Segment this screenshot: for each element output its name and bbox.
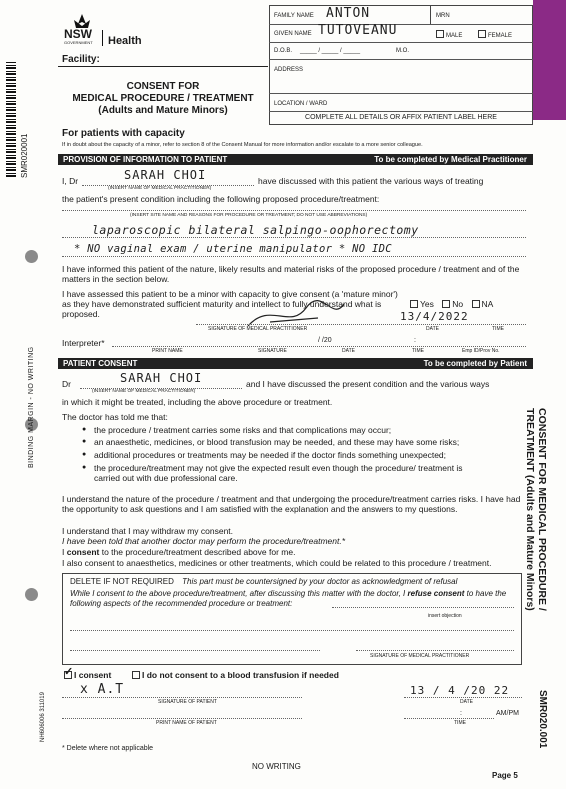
binding-hole-1 (25, 250, 38, 263)
refusal-line-2 (70, 630, 514, 631)
capacity-heading: For patients with capacity (62, 128, 185, 139)
interpreter-time[interactable]: : (414, 337, 416, 344)
patient-ampm: AM/PM (496, 710, 519, 717)
refusal-sig-caption: SIGNATURE OF MEDICAL PRACTITIONER (370, 653, 470, 659)
dob-field[interactable]: _____ / _____ / _____ (300, 48, 361, 54)
right-code: SMR020.001 (537, 690, 548, 749)
location-label: LOCATION / WARD (274, 101, 328, 107)
form-title-line1: CONSENT FOR (126, 81, 200, 92)
refusal-box (62, 573, 522, 665)
org-top: NSW (64, 27, 92, 41)
right-title-line1: CONSENT FOR MEDICAL PROCEDURE / (536, 408, 548, 611)
org-name: Health (108, 35, 142, 47)
barcode-text: SMR020001 (20, 133, 29, 178)
procedure-line-1[interactable]: laparoscopic bilateral salpingo-oophorectomy (92, 223, 419, 237)
i-consent-label: I consent (74, 670, 112, 680)
patient-time-line (404, 718, 494, 719)
accent-strip (533, 0, 566, 120)
female-option[interactable] (476, 30, 512, 39)
patient-print-caption: PRINT NAME OF PATIENT (156, 720, 217, 726)
provision-dr-name[interactable]: SARAH CHOI (124, 168, 207, 182)
female-checkbox[interactable] (478, 30, 486, 38)
patient-consent-bar-title: PATIENT CONSENT (63, 359, 138, 368)
consent-dr-caption: (INSERT NAME OF MEDICAL PRACTITIONER) (92, 389, 196, 394)
risk-list (80, 425, 480, 484)
row-divider-5 (269, 111, 533, 112)
consent-para-i: I (62, 547, 65, 557)
patient-date-caption: DATE (460, 699, 473, 705)
risk-item-3: ● additional procedures or treatments may be needed if the doctor finds something unexpected; (80, 450, 480, 460)
row-divider-2 (269, 42, 533, 43)
another-doctor-para: I have been told that another doctor may perform the procedure/treatment.* (62, 536, 346, 546)
org-divider (102, 30, 103, 46)
provision-bar-title: PROVISION OF INFORMATION TO PATIENT (63, 155, 228, 164)
interpreter-time-caption: TIME (412, 348, 424, 354)
provision-dr-prefix: I, Dr (62, 176, 79, 186)
interpreter-date[interactable]: / /20 (318, 337, 332, 344)
no-blood-option[interactable] (130, 670, 339, 680)
patient-date-value[interactable]: 13 / 4 /20 22 (410, 684, 510, 697)
org-sub: GOVERNMENT (64, 40, 93, 45)
consent-dr-name[interactable]: SARAH CHOI (120, 371, 203, 385)
provision-dr-suffix: have discussed with this patient the various ways of treating (258, 176, 484, 186)
no-blood-checkbox[interactable] (132, 671, 140, 679)
consent-para (62, 547, 295, 557)
binding-margin-label: BINDING MARGIN - NO WRITING (28, 346, 35, 468)
barcode (6, 62, 16, 177)
informed-text: I have informed this patient of the nature, likely results and material risks of the proposed procedure / treatment and of the matters in the section below. (62, 264, 520, 284)
procedure-line-2[interactable]: * NO vaginal exam / uterine manipulator * NO IDC (74, 243, 392, 255)
capacity-note: If in doubt about the capacity of a minor, refer to section 8 of the Consent Manual for more information and/or escalate to a more senior colleague. (62, 142, 423, 148)
site-caption: (INSERT SITE NAME AND REASONS FOR PROCEDURE OR TREATMENT; DO NOT USE ABBREVIATIONS) (130, 213, 368, 218)
given-name-label: GIVEN NAME (274, 31, 312, 37)
no-writing-footer: NO WRITING (252, 762, 301, 771)
patient-print-line[interactable] (62, 718, 302, 719)
tick-icon: ✓ (64, 666, 74, 678)
yes-checkbox[interactable] (410, 300, 418, 308)
understand-para: I understand the nature of the procedure / treatment and that undergoing the procedure/treatment carries risks. I have had the opportunity to ask questions and I am satisfied with the explanation and the answers to my questions. (62, 494, 521, 514)
interpreter-print-caption: PRINT NAME (152, 348, 183, 354)
risk-item-1: ● the procedure / treatment carries some risks and that complications may occur; (80, 425, 480, 435)
withdraw-para: I understand that I may withdraw my consent. (62, 526, 234, 536)
refusal-text-a: While I consent to the above procedure/treatment, after discussing this matter with the doctor, I (70, 589, 406, 598)
practitioner-sig-line (196, 324, 526, 325)
interpreter-line (112, 346, 526, 347)
site-line-1 (62, 210, 526, 211)
delete-note: * Delete where not applicable (62, 745, 154, 752)
family-name-label: FAMILY NAME (274, 13, 314, 19)
na-label: NA (481, 299, 494, 309)
facility-divider (58, 66, 268, 67)
refusal-line-3 (70, 650, 320, 651)
na-checkbox[interactable] (472, 300, 480, 308)
patient-date-line (404, 697, 522, 698)
practitioner-sig-caption: SIGNATURE OF MEDICAL PRACTITIONER (208, 326, 308, 332)
mrn-label: MRN (436, 13, 450, 19)
i-consent-option[interactable] (62, 666, 112, 680)
no-blood-label: I do not consent to a blood transfusion if needed (142, 670, 339, 680)
patient-label-box (269, 5, 533, 125)
refusal-line-1 (332, 607, 514, 608)
patient-consent-bar (58, 358, 533, 369)
interpreter-sig-caption: SIGNATURE (258, 348, 287, 354)
patient-time-caption: TIME (454, 720, 466, 726)
yes-label: Yes (420, 299, 434, 309)
patient-time-value[interactable]: : (460, 710, 462, 717)
provision-dr-line2: the patient's present condition including the following proposed procedure/treatment: (62, 194, 380, 204)
dob-label: D.O.B. (274, 48, 293, 54)
male-option[interactable] (434, 30, 462, 39)
facility-label: Facility: (62, 54, 100, 65)
consent-dr-line2: in which it might be treated, including the above procedure or treatment. (62, 397, 333, 407)
given-name-value[interactable]: TUTOVEANU (318, 23, 398, 38)
consent-dr-suffix: and I have discussed the present condition and the various ways (246, 379, 490, 389)
risk-item-2: ● an anaesthetic, medicines, or blood transfusion may be needed, and these may have some risks; (80, 437, 480, 447)
refusal-title-note: This part must be countersigned by your doctor as acknowledgment of refusal (182, 577, 458, 586)
form-title-line3: (Adults and Mature Minors) (98, 105, 228, 116)
refusal-title-main: DELETE IF NOT REQUIRED (70, 577, 174, 586)
refusal-text-bold: refuse consent (407, 589, 465, 598)
interpreter-date-caption: DATE (342, 348, 355, 354)
right-title-line2: TREATMENT (Adults and Mature Minors) (524, 408, 536, 611)
mrn-divider (430, 5, 431, 25)
form-title-line2: MEDICAL PROCEDURE / TREATMENT (72, 93, 254, 104)
page-number: Page 5 (492, 771, 518, 780)
no-checkbox[interactable] (442, 300, 450, 308)
provision-bar (58, 154, 533, 165)
consent-para-rest: to the procedure/treatment described above for me. (101, 547, 296, 557)
mature-minor-options[interactable] (408, 299, 493, 309)
form-title (58, 81, 268, 117)
interpreter-label: Interpreter* (62, 338, 105, 348)
practitioner-sig-date[interactable]: 13/4/2022 (400, 310, 469, 323)
refusal-text-b: to have the following aspects of the recommended procedure or treatment: (70, 589, 507, 608)
patient-signature[interactable]: x A.T (80, 682, 125, 697)
female-label: FEMALE (488, 33, 513, 39)
patient-sig-caption: SIGNATURE OF PATIENT (158, 699, 217, 705)
consent-para-bold: consent (66, 547, 100, 557)
complete-note: COMPLETE ALL DETAILS OR AFFIX PATIENT LABEL HERE (305, 114, 497, 121)
provision-bar-note: To be completed by Medical Practitioner (374, 155, 527, 164)
site-line-2 (62, 237, 526, 238)
interpreter-emp-caption: Emp ID/Prov No. (462, 348, 500, 354)
practitioner-date-caption: DATE (426, 326, 439, 332)
refusal-insert-caption: insert objection (428, 613, 462, 619)
practitioner-time-caption: TIME (492, 326, 504, 332)
mo-label: M.O. (396, 48, 409, 54)
male-label: MALE (446, 33, 463, 39)
risk-item-4: ● the procedure/treatment may not give the expected result even though the procedure/ treatment is carried out with due professional care. (80, 463, 480, 483)
refusal-text (70, 589, 516, 609)
site-line-3 (62, 256, 526, 257)
row-divider-3 (269, 59, 533, 60)
also-consent-para: I also consent to anaesthetics, medicines or other treatments, which could be related to this procedure / treatment. (62, 558, 492, 568)
patient-consent-bar-note: To be completed by Patient (423, 359, 527, 368)
family-name-value[interactable]: ANTON (326, 6, 371, 21)
patient-sig-line (62, 697, 302, 698)
form-code: NH606006 311019 (40, 692, 46, 742)
consent-dr-prefix: Dr (62, 379, 71, 389)
told-intro: The doctor has told me that: (62, 412, 168, 422)
no-label: No (452, 299, 464, 309)
row-divider-4 (269, 93, 533, 94)
refusal-title (70, 577, 457, 586)
binding-hole-3 (25, 588, 38, 601)
i-consent-checkbox[interactable] (64, 666, 74, 679)
row-divider-1 (269, 24, 533, 25)
assessed-text: I have assessed this patient to be a minor with capacity to give consent (a 'mature minor') as they have demonstrated sufficient maturity and intellect to fully understand what is proposed. (62, 289, 398, 319)
refusal-sig-line[interactable] (356, 650, 514, 651)
address-label: ADDRESS (274, 67, 304, 73)
provision-dr-caption: (INSERT NAME OF MEDICAL PRACTITIONER) (108, 186, 212, 191)
male-checkbox[interactable] (436, 30, 444, 38)
